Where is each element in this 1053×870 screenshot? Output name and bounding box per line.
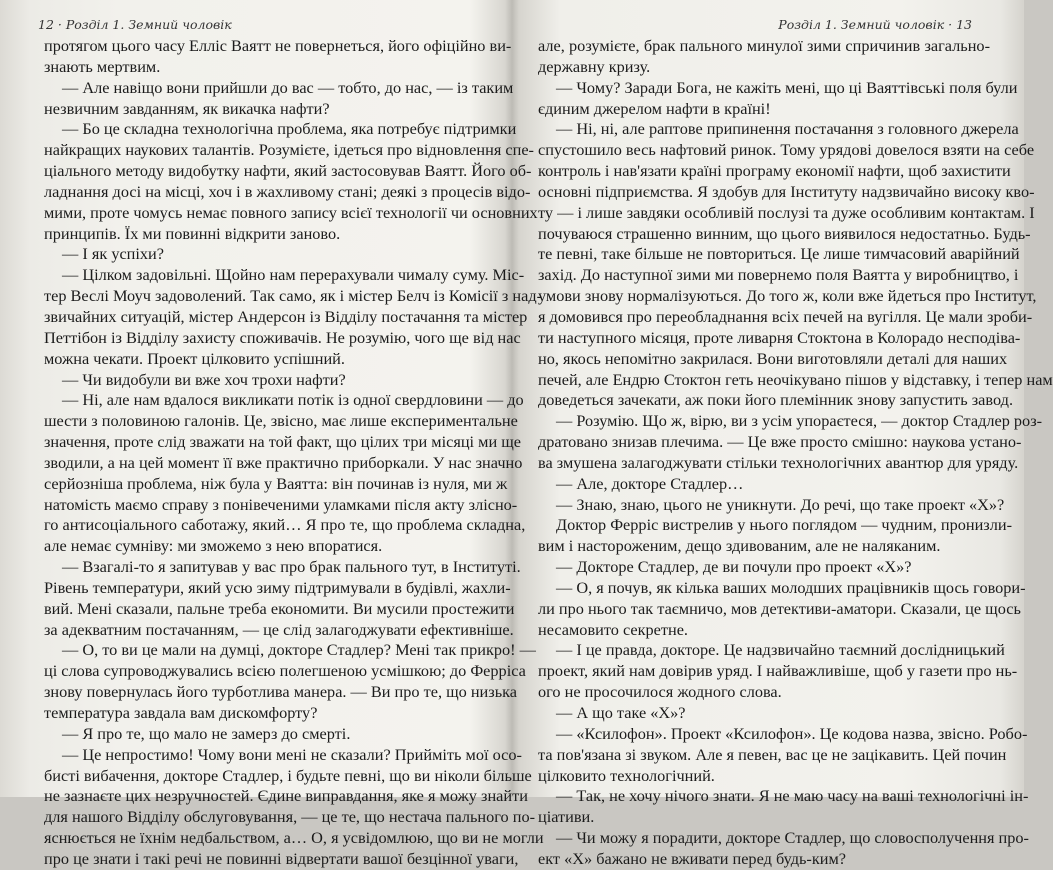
text-line: шести з половиною галонів. Це, звісно, має лише експериментальне <box>44 411 518 431</box>
left-page-text <box>44 36 544 870</box>
text-line: вий. Мені сказали, пальне треба економити. Ви мусили простежити <box>44 598 515 618</box>
text-line: ва змушена залагоджувати стільки технологічних авантюр для уряду. <box>538 452 1019 472</box>
text-line: — І це правда, докторе. Це надзвичайно таємний дослідницький <box>556 640 1005 660</box>
text-line: тер Веслі Моуч задоволений. Так само, як і містер Белч із Комісії з над- <box>44 286 543 306</box>
text-line: зводили, а на цей момент її вже практично приборкали. У нас значно <box>44 452 523 472</box>
text-line: — І як успіхи? <box>62 244 164 264</box>
text-line: знають мертвим. <box>44 56 161 76</box>
text-line: печей, але Ендрю Стоктон геть неочікувано пішов у відставку, і тепер нам <box>538 369 1053 389</box>
text-line: — Чи можу я порадити, докторе Стадлер, що словосполучення про- <box>556 828 1029 848</box>
text-line: температура завдала вам дискомфорту? <box>44 703 318 722</box>
text-line: — Але навіщо вони прийшли до вас — тобто, до нас, — із таким <box>62 77 514 97</box>
text-line: — Бо це складна технологічна проблема, яка потребує підтримки <box>62 119 517 139</box>
text-line: ціативи. <box>538 807 595 827</box>
text-line: бисті вибачення, докторе Стадлер, і будьте певні, що ви ніколи більше <box>44 765 532 785</box>
text-line: натомість маємо справу з понівеченими уламками після акту злісно- <box>44 494 518 514</box>
text-line: я домовився про переобладнання всіх печей на вугілля. Це мали зроби- <box>538 306 1033 326</box>
text-line: для нашого Відділу обслуговування, — це те, що нестача пального по- <box>44 807 536 827</box>
text-line: — А що таке «X»? <box>556 703 686 722</box>
text-line: знову повернулась його турботлива манера. — Ви про те, що низька <box>44 682 518 702</box>
text-line: ого не просочилося жодного слова. <box>538 682 782 702</box>
text-line: але, розумієте, брак пального минулої зими спричинив загально- <box>538 36 990 55</box>
text-line: серйозніша проблема, ніж була у Ваятта: він починав із нуля, ми ж <box>44 473 508 493</box>
text-line: звичайних ситуацій, містер Андерсон із Відділу постачання та містер <box>44 306 528 326</box>
text-line: контроль і нав'язати країні програму економії нафти, щоб захистити <box>538 161 1011 181</box>
text-line: ти наступного місяця, проте ливарня Стоктона в Колорадо несподіва- <box>538 327 1021 347</box>
right-page <box>514 0 1053 868</box>
text-line: єдиним джерелом нафти в країні! <box>538 98 771 118</box>
text-line: доведеться зачекати, аж поки його племінник знову запустить завод. <box>538 390 1014 410</box>
text-line: Доктор Ферріс вистрелив у нього поглядом — чудним, пронизли- <box>556 515 1012 535</box>
text-line: умови знову нормалізуються. До того ж, коли вже йдеться про Інститут, <box>538 286 1037 306</box>
text-line: те певні, таке більше не повториться. Це лише тимчасовий аварійний <box>538 244 1020 264</box>
text-line: яснюється не їхнім недбальством, а… О, я усвідомлюю, що ви не могли <box>44 828 544 848</box>
text-line: захід. До наступної зими ми повернемо поля Ваятта у виробництво, і <box>538 265 1019 285</box>
text-line: та пов'язана зі звуком. Але я певен, вас це не зацікавить. Цей почин <box>538 744 1007 764</box>
text-line: ли про нього так таємничо, мов детективи-аматори. Сказали, це щось <box>538 598 1021 618</box>
text-line: можна чекати. Проект цілковито успішний. <box>44 348 345 368</box>
text-line: дратовано знизав плечима. — Це вже просто смішно: наукова устано- <box>538 432 1022 452</box>
text-line: — Взагалі-то я запитував у вас про брак пального тут, в Інституті. <box>62 557 521 577</box>
text-line: ціального методу видобутку нафти, який застосовував Ваятт. Його об- <box>44 161 532 181</box>
text-line: Петтібон із Відділу захисту споживачів. Не розумію, чого ще від нас <box>44 327 521 347</box>
text-line: але немає сумніву: ми зможемо з нею впоратися. <box>44 536 383 556</box>
text-line: — Розумію. Що ж, вірю, ви з усім упораєтеся, — доктор Стадлер роз- <box>556 411 1043 431</box>
text-line: ці слова супроводжувались всією полегшеною усмішкою; до Ферріса <box>44 661 526 681</box>
text-line: вим і настороженим, дещо здивованим, але не наляканим. <box>538 536 941 556</box>
text-line: ект «X» бажано не вживати перед будь-ким? <box>538 848 846 868</box>
text-line: про це знати і такі речі не повинні відвертати вашої безцінної уваги, <box>44 848 519 868</box>
text-line: не зазнаєте цих незручностей. Єдине виправдання, яке я можу знайти <box>44 786 528 806</box>
text-line: найкращих наукових талантів. Розумієте, ідеться про відновлення спе- <box>44 140 534 160</box>
text-line: незвичним завданням, як викачка нафти? <box>44 98 330 118</box>
text-line: — «Ксилофон». Проект «Ксилофон». Це кодова назва, звісно. Робо- <box>556 723 1028 743</box>
text-line: принципів. Їх ми повинні відкрити заново. <box>44 223 341 243</box>
text-line: — Цілком задовільні. Щойно нам перерахували чималу суму. Міс- <box>62 265 525 285</box>
text-line: за адекватним постачанням, — це слід залагоджувати ефективніше. <box>44 619 514 639</box>
text-line: — Ні, але нам вдалося викликати потік із одної свердловини — до <box>62 390 524 410</box>
text-line: ту — і лише завдяки особливій послузі та дуже особливим контактам. І <box>538 202 1035 222</box>
text-line: — Чи видобули ви вже хоч трохи нафти? <box>62 369 346 389</box>
text-line: — Знаю, знаю, цього не уникнути. До речі, що таке проект «X»? <box>556 494 1005 514</box>
right-page-text <box>538 36 1053 870</box>
text-line: почуваюся страшенно винним, що цього виявилося недостатньо. Будь- <box>538 223 1031 243</box>
right-running-header: Розділ 1. Земний чоловік · 13 <box>778 17 972 32</box>
text-line: державну кризу. <box>538 56 651 76</box>
text-line: ладнання досі на місці, хоч і в жахливому стані; деякі з процесів відо- <box>44 181 531 201</box>
text-line: цілковито технологічний. <box>538 765 715 785</box>
text-line: несамовито секретне. <box>538 619 689 639</box>
text-line: — Так, не хочу нічого знати. Я не маю часу на ваші технологічні ін- <box>556 786 1029 806</box>
text-line: — Докторе Стадлер, де ви почули про проект «X»? <box>556 557 912 577</box>
text-line: го антисоціального саботажу, який… Я про те, що проблема складна, <box>44 515 526 535</box>
text-line: протягом цього часу Елліс Ваятт не повернеться, його офіційно ви- <box>44 36 512 55</box>
text-line: — Чому? Заради Бога, не кажіть мені, що ці Ваяттівські поля були <box>556 77 1018 97</box>
text-line: — О, то ви це мали на думці, докторе Стадлер? Мені так прикро! — <box>62 640 536 660</box>
text-line: значення, проте слід зважати на той факт, що цілих три місяці ми ще <box>44 432 521 452</box>
left-running-header: 12 · Розділ 1. Земний чоловік <box>38 17 232 32</box>
text-line: — Це непростимо! Чому вони мені не сказали? Прийміть мої осо- <box>62 744 522 764</box>
text-line: спустошило весь нафтовий ринок. Тому урядові довелося взяти на себе <box>538 140 1035 160</box>
text-line: — Але, докторе Стадлер… <box>556 473 744 493</box>
text-line: основні підприємства. Я здобув для Інституту надзвичайно високу кво- <box>538 181 1035 201</box>
text-line: Рівень температури, який усю зиму підтримували в будівлі, жахли- <box>44 577 511 597</box>
text-line: — О, я почув, як кілька ваших молодших працівників щось говори- <box>556 577 1026 597</box>
text-line: проект, який нам довірив уряд. І найважливіше, щоб у газети про нь- <box>538 661 1018 681</box>
text-line: мими, проте чомусь немає повного запису всієї технології чи основних <box>44 202 538 222</box>
text-line: — Ні, ні, але раптове припинення постачання з головного джерела <box>556 119 1019 139</box>
text-line: — Я про те, що мало не замерз до смерті. <box>62 723 351 743</box>
text-line: но, якось непомітно закрилася. Вони виготовляли деталі для наших <box>538 348 1008 368</box>
